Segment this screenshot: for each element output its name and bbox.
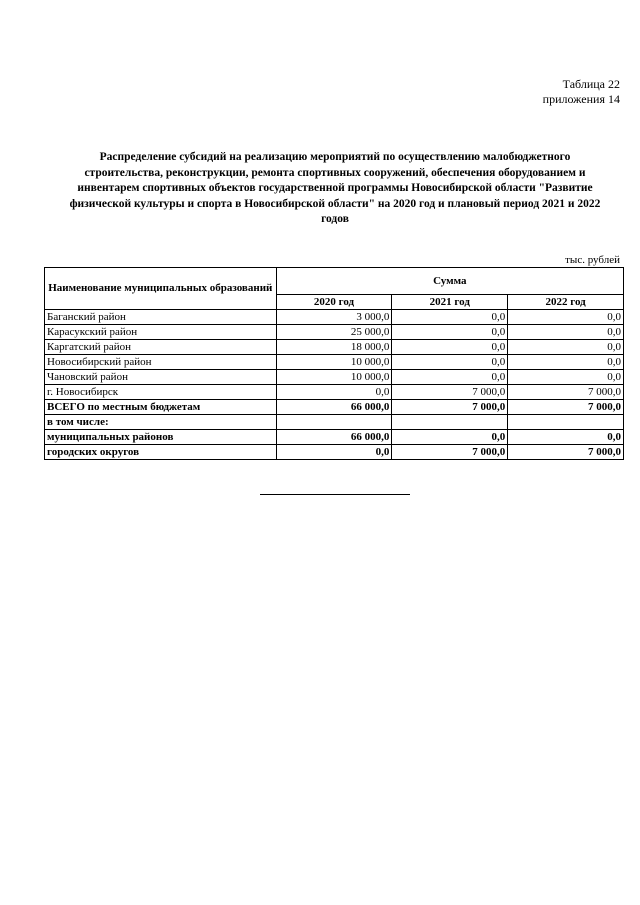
- row-name-cell: Каргатский район: [45, 340, 277, 355]
- value-cell-2020: 18 000,0: [276, 340, 392, 355]
- value-cell-2022: 7 000,0: [508, 445, 624, 460]
- row-name-cell: ВСЕГО по местным бюджетам: [45, 400, 277, 415]
- value-cell-2020: 66 000,0: [276, 430, 392, 445]
- value-cell-2020: [276, 415, 392, 430]
- table-row: [45, 430, 624, 445]
- value-cell-2022: 0,0: [508, 370, 624, 385]
- table-row: [45, 325, 624, 340]
- value-cell-2021: 7 000,0: [392, 385, 508, 400]
- value-cell-2022: 7 000,0: [508, 385, 624, 400]
- row-name-cell: Чановский район: [45, 370, 277, 385]
- value-cell-2022: 0,0: [508, 340, 624, 355]
- value-cell-2020: 3 000,0: [276, 310, 392, 325]
- sum-column-header: Сумма: [276, 268, 623, 295]
- value-cell-2022: 0,0: [508, 355, 624, 370]
- table-row: [45, 385, 624, 400]
- document-title: Распределение субсидий на реализацию мероприятий по осуществлению малобюджетного строительства, реконструкции, ремонта спортивных сооружений, обеспечения оборудованием и инвентарем спортивных объектов государственной программы Новосибирской области "Развитие физической культуры и спорта в Новосибирской области" на 2020 год и плановый период 2021 и 2022 годов: [69, 151, 601, 225]
- row-name-cell: в том числе:: [45, 415, 277, 430]
- value-cell-2021: 0,0: [392, 310, 508, 325]
- row-name-cell: Баганский район: [45, 310, 277, 325]
- year-header-2022: 2022 год: [508, 295, 624, 310]
- unit-label: тыс. рублей: [565, 254, 620, 266]
- year-header-2021: 2021 год: [392, 295, 508, 310]
- table-number-label: Таблица 22: [562, 77, 620, 91]
- subsidy-table: [44, 267, 624, 460]
- value-cell-2021: 0,0: [392, 355, 508, 370]
- table-row: [45, 400, 624, 415]
- value-cell-2021: 0,0: [392, 340, 508, 355]
- row-name-cell: г. Новосибирск: [45, 385, 277, 400]
- value-cell-2020: 25 000,0: [276, 325, 392, 340]
- closing-rule: [260, 494, 410, 495]
- name-column-header: Наименование муниципальных образований: [45, 268, 277, 310]
- table-body: [45, 310, 624, 460]
- value-cell-2021: 0,0: [392, 430, 508, 445]
- value-cell-2022: 7 000,0: [508, 400, 624, 415]
- appendix-label: приложения 14: [542, 92, 620, 106]
- row-name-cell: городских округов: [45, 445, 277, 460]
- table-row: [45, 370, 624, 385]
- table-row: [45, 340, 624, 355]
- value-cell-2020: 0,0: [276, 385, 392, 400]
- table-row: [45, 310, 624, 325]
- value-cell-2020: 10 000,0: [276, 355, 392, 370]
- table-reference: [543, 77, 620, 107]
- value-cell-2022: 0,0: [508, 310, 624, 325]
- value-cell-2021: 7 000,0: [392, 445, 508, 460]
- table-row: [45, 355, 624, 370]
- value-cell-2021: 0,0: [392, 325, 508, 340]
- value-cell-2021: [392, 415, 508, 430]
- value-cell-2021: 7 000,0: [392, 400, 508, 415]
- year-header-2020: 2020 год: [276, 295, 392, 310]
- value-cell-2020: 10 000,0: [276, 370, 392, 385]
- value-cell-2021: 0,0: [392, 370, 508, 385]
- value-cell-2020: 0,0: [276, 445, 392, 460]
- row-name-cell: Новосибирский район: [45, 355, 277, 370]
- value-cell-2022: 0,0: [508, 325, 624, 340]
- row-name-cell: Карасукский район: [45, 325, 277, 340]
- row-name-cell: муниципальных районов: [45, 430, 277, 445]
- value-cell-2022: 0,0: [508, 430, 624, 445]
- table-row: [45, 445, 624, 460]
- value-cell-2022: [508, 415, 624, 430]
- table-row: [45, 415, 624, 430]
- value-cell-2020: 66 000,0: [276, 400, 392, 415]
